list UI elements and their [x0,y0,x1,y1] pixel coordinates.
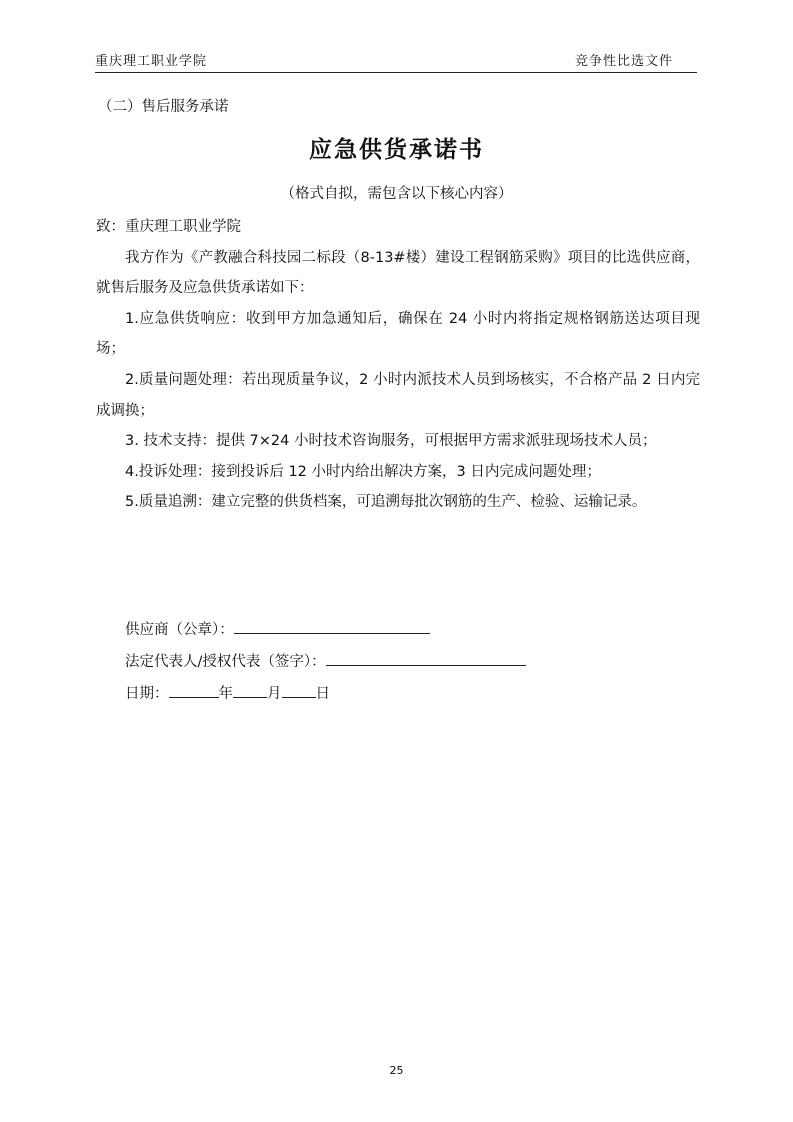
letter-body [96,212,700,518]
supplier-seal-row [125,618,430,639]
supplier-seal-label: 供应商（公章）： [125,622,234,638]
page-number: 25 [389,1064,404,1077]
commitment-item-3: 3. 技术支持：提供 7×24 小时技术咨询服务，可根据甲方需求派驻现场技术人员； [125,433,657,450]
month-label: 月 [267,686,282,702]
commitment-item-2: 2.质量问题处理：若出现质量争议，2 小时内派技术人员到场核实，不合格产品 2 日内完成调换； [96,371,700,419]
supplier-seal-line [234,619,430,634]
month-blank [233,683,267,698]
header-institution: 重庆理工职业学院 [95,54,208,69]
section-heading: （二）售后服务承诺 [98,99,229,115]
representative-signature-label: 法定代表人/授权代表（签字）： [125,654,326,670]
commitment-item-5: 5.质量追溯：建立完整的供货档案，可追溯每批次钢筋的生产、检验、运输记录。 [125,494,647,511]
year-label: 年 [218,686,233,702]
document-title: 应急供货承诺书 [309,137,484,163]
date-row [125,682,330,703]
commitment-item-4: 4.投诉处理：接到投诉后 12 小时内给出解决方案，3 日内完成问题处理； [125,463,601,480]
day-blank [282,683,316,698]
salutation: 致：重庆理工职业学院 [96,219,241,235]
header-document-type: 竞争性比选文件 [574,54,673,69]
document-subtitle: （格式自拟，需包含以下核心内容） [280,186,513,202]
intro-paragraph: 我方作为《产教融合科技园二标段（8-13#楼）建设工程钢筋采购》项目的比选供应商，就售后服务及应急供货承诺如下： [96,249,700,297]
representative-signature-line [326,651,526,666]
date-label: 日期： [125,686,169,702]
representative-signature-row [125,650,526,671]
page-header [95,46,697,73]
commitment-item-1: 1.应急供货响应：收到甲方加急通知后，确保在 24 小时内将指定规格钢筋送达项目现场； [96,310,700,358]
day-label: 日 [315,686,330,702]
year-blank [169,683,219,698]
